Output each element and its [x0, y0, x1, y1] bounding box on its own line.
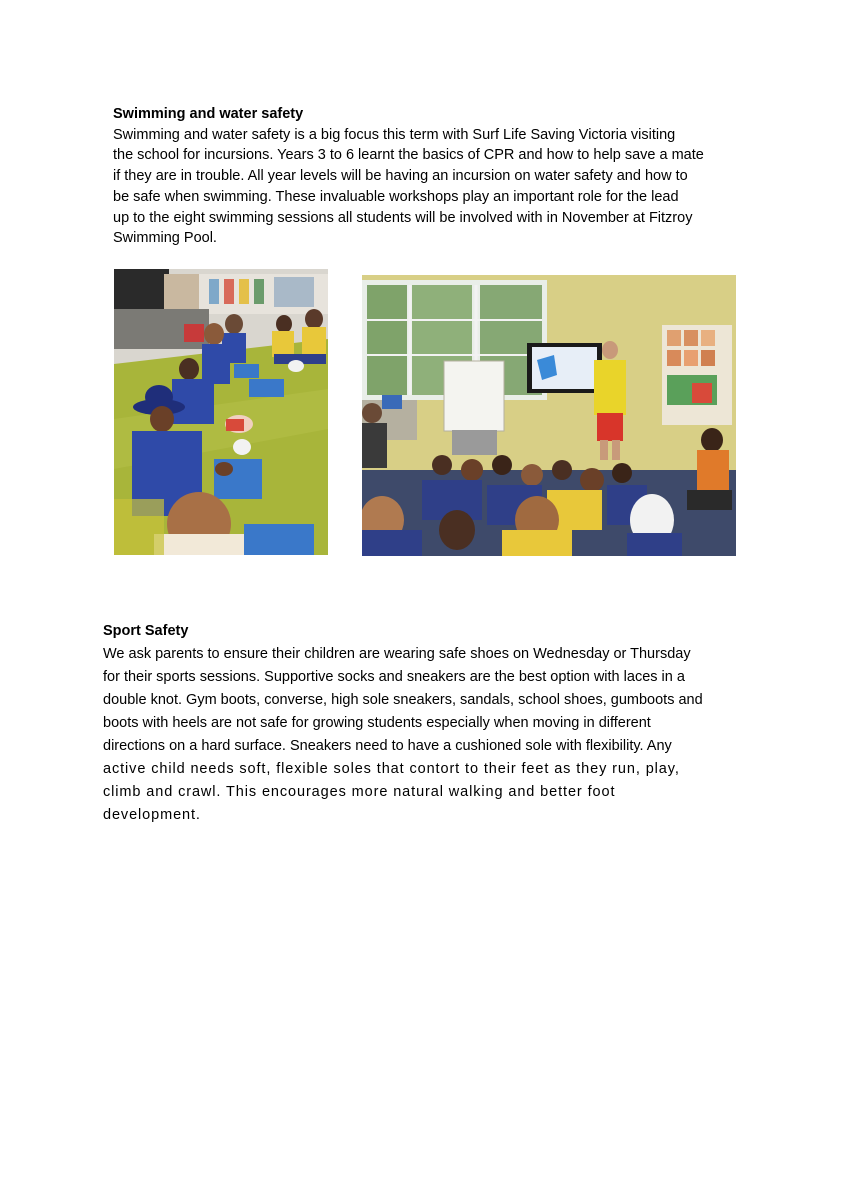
sport-line: boots with heels are not safe for growing students especially when moving in different — [103, 715, 651, 731]
swimming-line: be safe when swimming. These invaluable workshops play an important role for the lead — [113, 188, 679, 205]
sport-heading: Sport Safety — [103, 623, 189, 639]
sport-line: for their sports sessions. Supportive socks and sneakers are the best option with laces in a — [103, 669, 685, 685]
cpr-practice-photo — [114, 269, 328, 555]
sport-line: active child needs soft, flexible soles that contort to their feet as they run, play, — [103, 761, 680, 777]
cpr-practice-image — [114, 269, 328, 555]
swimming-line: Swimming and water safety is a big focus this term with Surf Life Saving Victoria visiting — [113, 126, 676, 143]
swimming-section — [113, 104, 753, 249]
swimming-line: the school for incursions. Years 3 to 6 learnt the basics of CPR and how to help save a mate — [113, 147, 704, 164]
classroom-presentation-image — [362, 275, 736, 556]
sport-line: We ask parents to ensure their children are wearing safe shoes on Wednesday or Thursday — [103, 646, 691, 662]
sport-line: directions on a hard surface. Sneakers need to have a cushioned sole with flexibility. Any — [103, 738, 672, 754]
swimming-paragraph — [113, 125, 753, 249]
swimming-line: up to the eight swimming sessions all students will be involved with in November at Fitzroy — [113, 209, 693, 226]
classroom-presentation-photo — [362, 275, 736, 556]
swimming-line: if they are in trouble. All year levels will be having an incursion on water safety and how to — [113, 168, 688, 185]
sport-line: development. — [103, 807, 201, 823]
sport-paragraph — [103, 643, 753, 827]
sport-section — [103, 620, 753, 827]
swimming-heading: Swimming and water safety — [113, 106, 304, 122]
swimming-line: Swimming Pool. — [113, 230, 217, 247]
sport-line: climb and crawl. This encourages more natural walking and better foot — [103, 784, 616, 800]
sport-line: double knot. Gym boots, converse, high sole sneakers, sandals, school shoes, gumboots and — [103, 692, 703, 708]
